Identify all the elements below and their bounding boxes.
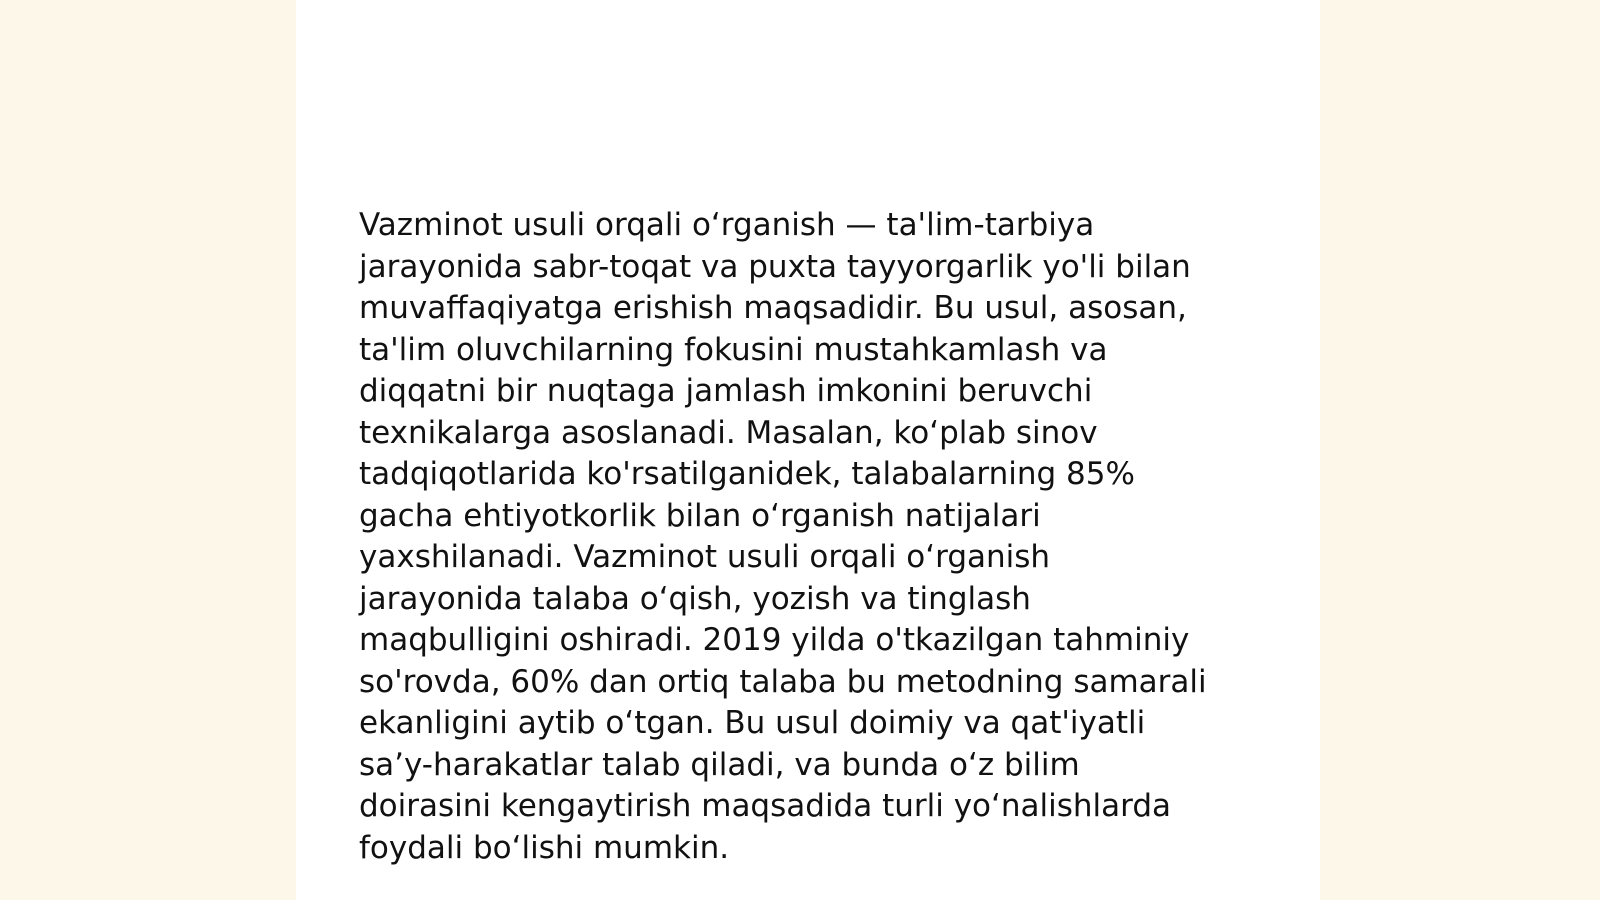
document-page <box>296 0 1320 900</box>
body-paragraph: Vazminot usuli orqali oʻrganish — ta'lim-tarbiya jarayonida sabr-toqat va puxta tayyorgarlik yo'li bilan muvaffaqiyatga erishish maqsadidir. Bu usul, asosan, ta'lim oluvchilarning fokusini mustahkamlash va diqqatni bir nuqtaga jamlash imkonini beruvchi texnikalarga asoslanadi. Masalan, koʻplab sinov tadqiqotlarida ko'rsatilganidek, talabalarning 85% gacha ehtiyotkorlik bilan oʻrganish natijalari yaxshilanadi. Vazminot usuli orqali oʻrganish jarayonida talaba oʻqish, yozish va tinglash maqbulligini oshiradi. 2019 yilda o'tkazilgan tahminiy so'rovda, 60% dan ortiq talaba bu metodning samarali ekanligini aytib oʻtgan. Bu usul doimiy va qat'iyatli saʼy-harakatlar talab qiladi, va bunda oʻz bilim doirasini kengaytirish maqsadida turli yoʻnalishlarda foydali boʻlishi mumkin. <box>359 207 1207 866</box>
